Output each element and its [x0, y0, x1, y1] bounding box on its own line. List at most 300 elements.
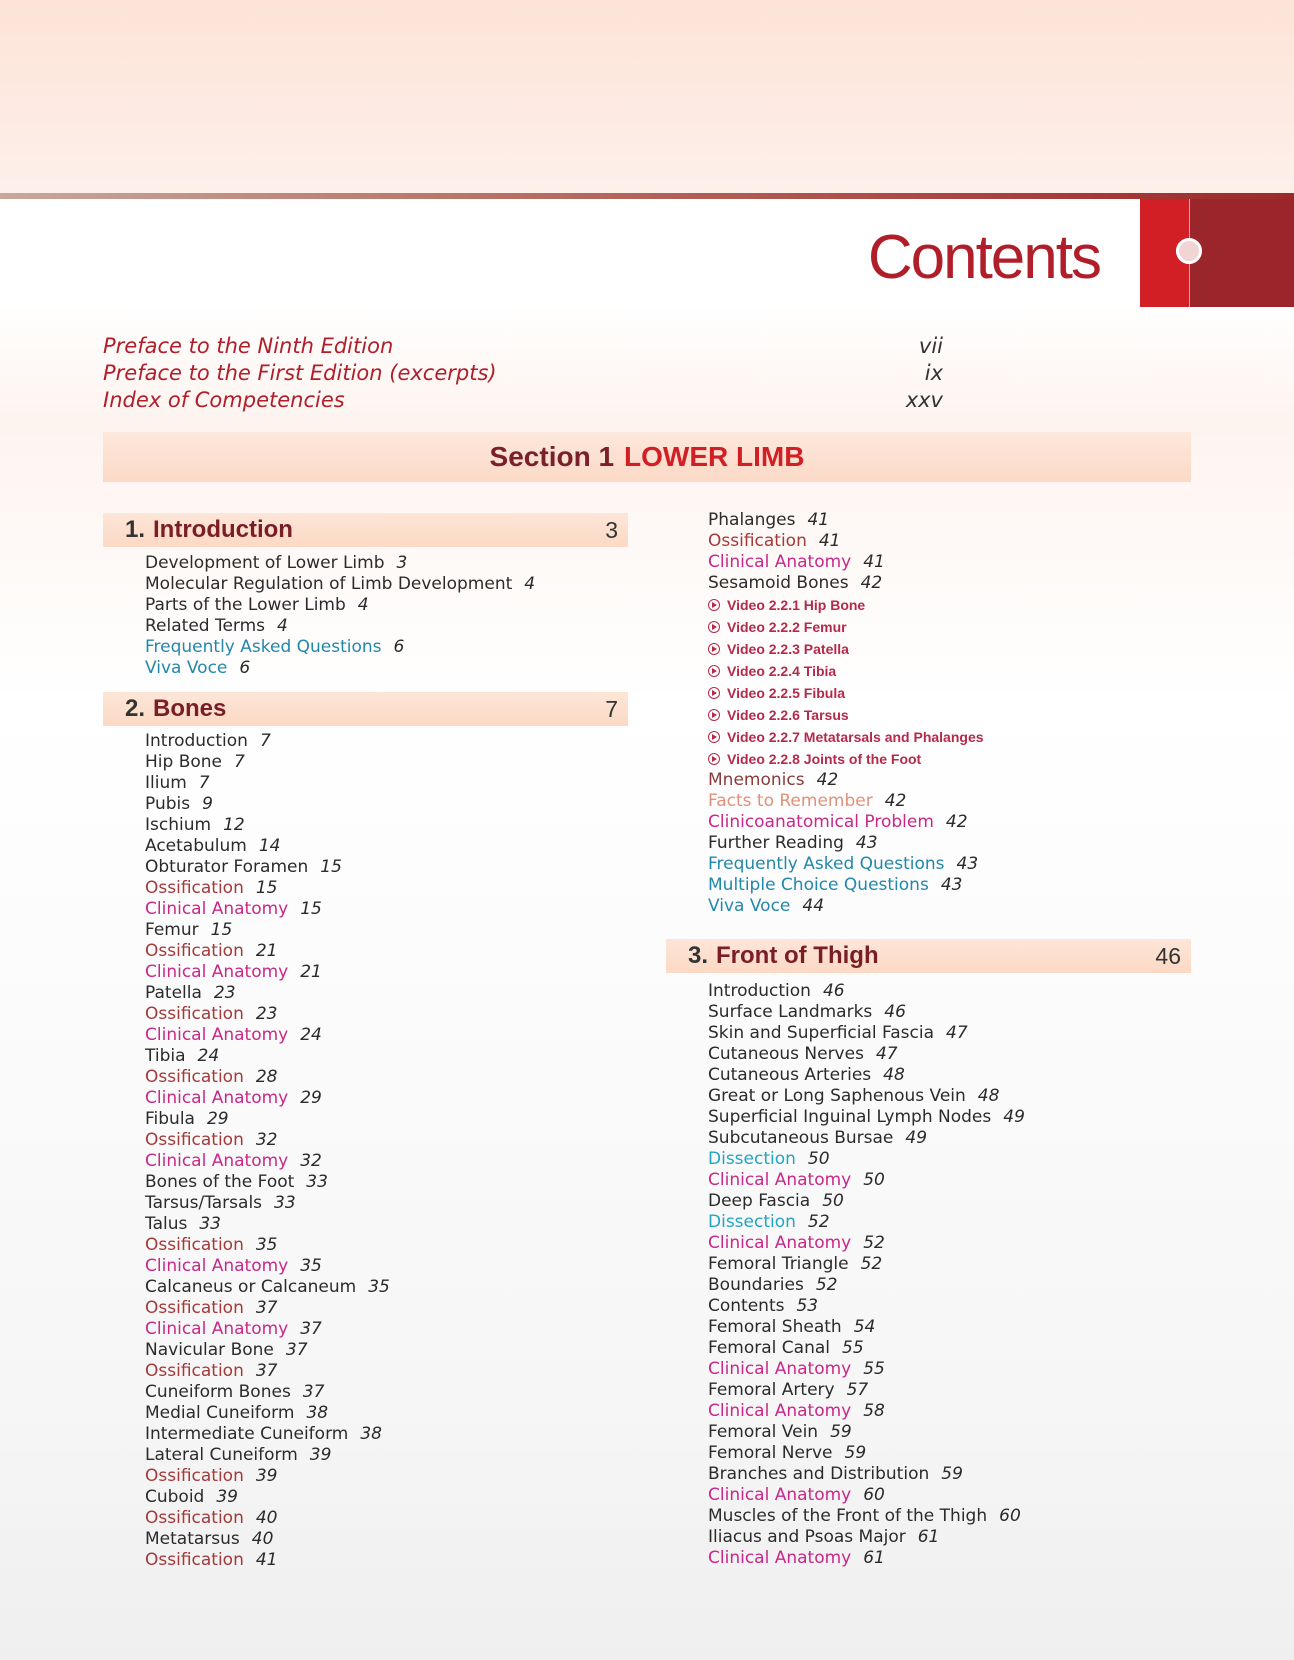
toc-entry-title: Ossification	[145, 1298, 244, 1318]
toc-entry[interactable]	[708, 552, 984, 573]
toc-entry[interactable]	[145, 878, 390, 899]
toc-entry-title: Ossification	[145, 1466, 244, 1486]
toc-entry-title: Video 2.2.8 Joints of the Foot	[727, 751, 922, 767]
toc-entry-title: Ossification	[145, 1130, 244, 1150]
toc-entry-page: 37	[302, 1382, 325, 1402]
toc-entry[interactable]	[708, 1128, 1025, 1149]
toc-entry-page: 7	[234, 752, 245, 772]
toc-entry-page: 41	[863, 552, 885, 572]
toc-entry-title: Ossification	[145, 1067, 244, 1087]
toc-entry-page: 50	[863, 1170, 885, 1190]
section-label: Section 1	[489, 441, 615, 472]
toc-entry-page: 59	[844, 1443, 867, 1463]
chapter-entries-bones	[145, 731, 390, 1571]
toc-entry-title: Clinical Anatomy	[145, 899, 289, 919]
toc-entry-title: Cuneiform Bones	[145, 1382, 291, 1402]
toc-entry-title: Introduction	[708, 981, 811, 1001]
toc-entry-page: 55	[863, 1359, 885, 1379]
toc-entry[interactable]	[145, 1487, 390, 1508]
chapter-number: 2.	[125, 695, 146, 722]
toc-entry[interactable]	[145, 1466, 390, 1487]
chapter-heading[interactable]	[103, 692, 628, 726]
toc-entry-page: 48	[883, 1065, 905, 1085]
toc-entry-title: Clinical Anatomy	[145, 1319, 289, 1339]
toc-entry[interactable]	[708, 1254, 1025, 1275]
play-icon	[708, 643, 720, 655]
front-matter-page: xxv	[905, 388, 943, 412]
toc-entry-page: 24	[197, 1046, 220, 1066]
toc-entry-page: 37	[255, 1298, 278, 1318]
video-link[interactable]	[708, 704, 984, 726]
video-link[interactable]	[708, 748, 984, 770]
toc-entry[interactable]	[145, 1298, 390, 1319]
toc-entry-title: Clinical Anatomy	[708, 1170, 852, 1190]
toc-entry[interactable]	[145, 1151, 390, 1172]
toc-entry[interactable]	[145, 1109, 390, 1130]
toc-entry-title: Clinical Anatomy	[708, 1359, 852, 1379]
toc-entry[interactable]	[708, 896, 984, 917]
toc-entry[interactable]	[708, 1527, 1025, 1548]
toc-entry-page: 39	[309, 1445, 332, 1465]
toc-entry-page: 42	[860, 573, 883, 593]
toc-entry[interactable]	[708, 1464, 1025, 1485]
toc-entry-page: 60	[999, 1506, 1021, 1526]
toc-entry-page: 41	[255, 1550, 278, 1570]
toc-entry[interactable]	[708, 1548, 1025, 1569]
toc-entry-page: 52	[807, 1212, 830, 1232]
video-link[interactable]	[708, 594, 984, 616]
toc-entry-title: Clinical Anatomy	[145, 1025, 289, 1045]
toc-entry-title: Femoral Nerve	[708, 1443, 833, 1463]
toc-entry-title: Multiple Choice Questions	[708, 875, 929, 895]
play-icon	[708, 731, 720, 743]
toc-entry[interactable]	[708, 1233, 1025, 1254]
toc-entry-title: Muscles of the Front of the Thigh	[708, 1506, 988, 1526]
toc-entry[interactable]	[145, 983, 390, 1004]
front-matter-title: Index of Competencies	[103, 388, 345, 412]
toc-entry-page: 42	[945, 812, 968, 832]
chapter-title: Front of Thigh	[716, 942, 879, 969]
toc-entry-title: Mnemonics	[708, 770, 805, 790]
toc-entry-title: Frequently Asked Questions	[145, 637, 382, 657]
toc-entry-page: 49	[905, 1128, 928, 1148]
toc-entry-page: 43	[855, 833, 878, 853]
toc-entry[interactable]	[145, 1130, 390, 1151]
toc-entry[interactable]	[145, 637, 535, 658]
toc-entry-title: Lateral Cuneiform	[145, 1445, 298, 1465]
toc-entry[interactable]	[708, 981, 1025, 1002]
toc-entry[interactable]	[145, 1046, 390, 1067]
toc-entry-title: Video 2.2.4 Tibia	[727, 663, 837, 679]
toc-entry[interactable]	[708, 1086, 1025, 1107]
toc-entry-page: 42	[816, 770, 839, 790]
toc-entry-page: 53	[796, 1296, 819, 1316]
toc-entry[interactable]	[145, 1361, 390, 1382]
toc-entry-page: 43	[940, 875, 963, 895]
toc-entry[interactable]	[708, 1023, 1025, 1044]
toc-entry-page: 50	[807, 1149, 830, 1169]
toc-entry[interactable]	[145, 815, 390, 836]
toc-entry-page: 39	[255, 1466, 278, 1486]
toc-entry-title: Boundaries	[708, 1275, 804, 1295]
toc-entry-page: 21	[300, 962, 322, 982]
toc-entry[interactable]	[708, 833, 984, 854]
toc-entry-page: 23	[255, 1004, 278, 1024]
toc-entry-title: Dissection	[708, 1149, 796, 1169]
toc-entry[interactable]	[145, 1193, 390, 1214]
toc-entry[interactable]	[145, 1277, 390, 1298]
toc-entry-page: 15	[320, 857, 342, 877]
toc-entry-page: 7	[198, 773, 210, 793]
toc-entry-title: Medial Cuneiform	[145, 1403, 295, 1423]
toc-entry-page: 21	[255, 941, 278, 961]
toc-entry-page: 61	[863, 1548, 885, 1568]
toc-entry[interactable]	[145, 857, 390, 878]
toc-entry-title: Talus	[145, 1214, 188, 1234]
chapter-page: 46	[1155, 943, 1181, 969]
toc-entry[interactable]	[145, 1214, 390, 1235]
front-matter-page: vii	[918, 334, 943, 358]
toc-entry-title: Ossification	[145, 878, 244, 898]
toc-entry-page: 59	[830, 1422, 852, 1442]
toc-entry-page: 47	[946, 1023, 968, 1043]
toc-entry-title: Molecular Regulation of Limb Development	[145, 574, 513, 594]
toc-entry-title: Skin and Superficial Fascia	[708, 1023, 935, 1043]
front-matter-title: Preface to the Ninth Edition	[103, 334, 394, 358]
toc-entry-page: 32	[300, 1151, 322, 1171]
toc-entry[interactable]	[708, 875, 984, 896]
toc-entry[interactable]	[708, 573, 984, 594]
toc-entry-title: Facts to Remember	[708, 791, 873, 811]
toc-entry[interactable]	[145, 962, 390, 983]
toc-entry[interactable]	[708, 1002, 1025, 1023]
toc-entry-page: 37	[285, 1340, 308, 1360]
toc-entry-page: 6	[239, 658, 251, 678]
toc-entry[interactable]	[708, 1485, 1025, 1506]
toc-entry-page: 35	[368, 1277, 390, 1297]
toc-entry-title: Branches and Distribution	[708, 1464, 930, 1484]
video-link[interactable]	[708, 616, 984, 638]
toc-entry-page: 24	[300, 1025, 322, 1045]
toc-entry[interactable]	[145, 1550, 390, 1571]
chapter-number: 1.	[125, 516, 146, 543]
toc-entry[interactable]	[145, 1529, 390, 1550]
toc-entry-title: Clinical Anatomy	[708, 1548, 852, 1568]
chapter-entries-bones-continued	[708, 510, 984, 917]
toc-entry-page: 35	[255, 1235, 278, 1255]
toc-entry-title: Frequently Asked Questions	[708, 854, 945, 874]
toc-entry-title: Ossification	[145, 1550, 244, 1570]
toc-entry[interactable]	[145, 1508, 390, 1529]
toc-entry-title: Intermediate Cuneiform	[145, 1424, 349, 1444]
toc-entry-title: Great or Long Saphenous Vein	[708, 1086, 966, 1106]
toc-entry[interactable]	[145, 595, 535, 616]
toc-entry-page: 28	[255, 1067, 278, 1087]
toc-entry-title: Sesamoid Bones	[708, 573, 849, 593]
toc-entry-page: 9	[202, 794, 213, 814]
toc-entry-title: Ossification	[708, 531, 807, 551]
toc-entry-title: Video 2.2.6 Tarsus	[727, 707, 849, 723]
toc-entry-page: 39	[216, 1487, 238, 1507]
toc-entry-title: Femoral Triangle	[708, 1254, 849, 1274]
toc-entry-title: Ossification	[145, 1361, 244, 1381]
toc-entry-title: Ossification	[145, 1004, 244, 1024]
toc-entry[interactable]	[708, 1338, 1025, 1359]
toc-entry-page: 46	[884, 1002, 906, 1022]
toc-entry[interactable]	[708, 1359, 1025, 1380]
toc-entry-page: 35	[300, 1256, 322, 1276]
toc-entry[interactable]	[708, 1149, 1025, 1170]
toc-entry[interactable]	[145, 920, 390, 941]
front-matter-page: ix	[924, 361, 943, 385]
toc-entry-title: Pubis	[145, 794, 191, 814]
toc-entry-title: Dissection	[708, 1212, 796, 1232]
toc-entry-page: 15	[255, 878, 278, 898]
toc-entry-title: Femoral Vein	[708, 1422, 819, 1442]
toc-entry-title: Video 2.2.1 Hip Bone	[727, 597, 866, 613]
toc-entry-title: Video 2.2.7 Metatarsals and Phalanges	[727, 729, 984, 745]
toc-entry-title: Viva Voce	[708, 896, 791, 916]
toc-entry-title: Superficial Inguinal Lymph Nodes	[708, 1107, 992, 1127]
toc-entry-page: 32	[255, 1130, 278, 1150]
chapter-page: 3	[605, 517, 618, 543]
chapter-entries-front-of-thigh	[708, 981, 1025, 1569]
toc-entry-page: 12	[223, 815, 245, 835]
toc-entry-page: 52	[863, 1233, 885, 1253]
toc-entry[interactable]	[145, 731, 390, 752]
toc-entry[interactable]	[145, 1025, 390, 1046]
toc-entry-title: Video 2.2.2 Femur	[727, 619, 847, 635]
toc-entry[interactable]	[145, 553, 535, 574]
toc-entry-title: Contents	[708, 1296, 785, 1316]
toc-entry[interactable]	[145, 616, 535, 637]
front-matter-title: Preface to the First Edition (excerpts)	[103, 361, 497, 385]
toc-entry-title: Clinical Anatomy	[708, 552, 852, 572]
toc-entry[interactable]	[145, 794, 390, 815]
toc-entry-title: Cuboid	[145, 1487, 205, 1507]
toc-entry-title: Hip Bone	[145, 752, 222, 772]
toc-entry-page: 58	[863, 1401, 885, 1421]
toc-entry-title: Introduction	[145, 731, 248, 751]
toc-entry-page: 49	[1003, 1107, 1025, 1127]
toc-entry[interactable]	[145, 1172, 390, 1193]
toc-entry[interactable]	[708, 531, 984, 552]
toc-entry-title: Cutaneous Nerves	[708, 1044, 864, 1064]
toc-entry-title: Clinicoanatomical Problem	[708, 812, 934, 832]
toc-entry-title: Tarsus/Tarsals	[145, 1193, 263, 1213]
chapter-entries-introduction	[145, 553, 535, 679]
toc-entry[interactable]	[145, 1382, 390, 1403]
toc-entry-page: 42	[884, 791, 907, 811]
toc-entry-title: Clinical Anatomy	[145, 962, 289, 982]
toc-entry[interactable]	[145, 1235, 390, 1256]
toc-entry-title: Bones of the Foot	[145, 1172, 295, 1192]
toc-entry-page: 37	[255, 1361, 278, 1381]
section-name: LOWER LIMB	[624, 441, 805, 472]
chapter-page: 7	[605, 696, 618, 722]
toc-entry[interactable]	[145, 1067, 390, 1088]
toc-entry-page: 47	[875, 1044, 898, 1064]
toc-entry-title: Deep Fascia	[708, 1191, 811, 1211]
toc-entry-title: Metatarsus	[145, 1529, 240, 1549]
toc-entry-page: 29	[206, 1109, 229, 1129]
toc-entry-title: Development of Lower Limb	[145, 553, 385, 573]
chapter-heading[interactable]	[666, 939, 1191, 973]
toc-entry[interactable]	[708, 770, 984, 791]
play-icon	[708, 709, 720, 721]
toc-entry-page: 15	[300, 899, 322, 919]
toc-entry-title: Phalanges	[708, 510, 796, 530]
toc-entry[interactable]	[145, 1004, 390, 1025]
toc-entry-title: Surface Landmarks	[708, 1002, 873, 1022]
toc-entry-title: Parts of the Lower Limb	[145, 595, 346, 615]
toc-entry-page: 61	[917, 1527, 940, 1547]
toc-entry[interactable]	[145, 1319, 390, 1340]
toc-entry-page: 52	[860, 1254, 883, 1274]
toc-entry[interactable]	[708, 812, 984, 833]
toc-entry-page: 59	[941, 1464, 963, 1484]
toc-entry[interactable]	[708, 1317, 1025, 1338]
toc-entry-page: 15	[210, 920, 233, 940]
toc-entry-title: Tibia	[145, 1046, 186, 1066]
toc-entry[interactable]	[145, 1340, 390, 1361]
toc-entry[interactable]	[708, 1380, 1025, 1401]
circle-icon	[1176, 238, 1202, 264]
toc-entry-title: Acetabulum	[145, 836, 247, 856]
toc-entry-title: Ilium	[145, 773, 187, 793]
toc-entry-title: Clinical Anatomy	[145, 1151, 289, 1171]
toc-entry[interactable]	[708, 1044, 1025, 1065]
toc-entry-page: 57	[846, 1380, 869, 1400]
chapter-number: 3.	[688, 942, 709, 969]
toc-entry[interactable]	[708, 1191, 1025, 1212]
toc-entry-title: Ossification	[145, 1235, 244, 1255]
toc-entry-page: 33	[199, 1214, 221, 1234]
toc-entry-page: 41	[807, 510, 830, 530]
toc-entry-page: 38	[306, 1403, 329, 1423]
toc-entry-title: Ischium	[145, 815, 212, 835]
toc-entry-page: 38	[360, 1424, 382, 1444]
page-title: Contents	[867, 223, 1100, 292]
toc-entry-title: Clinical Anatomy	[145, 1088, 289, 1108]
toc-entry[interactable]	[145, 773, 390, 794]
toc-entry-page: 23	[213, 983, 236, 1003]
toc-entry[interactable]	[708, 1422, 1025, 1443]
toc-entry-page: 4	[277, 616, 288, 636]
video-link[interactable]	[708, 660, 984, 682]
play-icon	[708, 687, 720, 699]
toc-entry[interactable]	[708, 854, 984, 875]
toc-entry-page: 46	[822, 981, 845, 1001]
toc-entry-page: 33	[306, 1172, 328, 1192]
chapter-title: Introduction	[153, 516, 293, 543]
toc-entry[interactable]	[708, 1401, 1025, 1422]
toc-entry-page: 41	[818, 531, 841, 551]
toc-entry-page: 52	[815, 1275, 838, 1295]
toc-entry[interactable]	[708, 1107, 1025, 1128]
toc-entry-title: Femoral Artery	[708, 1380, 835, 1400]
video-link[interactable]	[708, 682, 984, 704]
toc-entry-page: 37	[300, 1319, 322, 1339]
toc-entry-page: 29	[300, 1088, 322, 1108]
toc-entry-title: Video 2.2.3 Patella	[727, 641, 849, 657]
toc-entry-page: 44	[802, 896, 825, 916]
toc-entry-title: Cutaneous Arteries	[708, 1065, 872, 1085]
chapter-heading[interactable]	[103, 513, 628, 547]
toc-entry-title: Subcutaneous Bursae	[708, 1128, 894, 1148]
play-icon	[708, 599, 720, 611]
toc-entry-page: 4	[524, 574, 536, 594]
toc-entry[interactable]	[708, 1170, 1025, 1191]
toc-entry-page: 60	[863, 1485, 885, 1505]
toc-entry[interactable]	[145, 899, 390, 920]
play-icon	[708, 621, 720, 633]
toc-entry-page: 4	[357, 595, 369, 615]
toc-entry-title: Calcaneus or Calcaneum	[145, 1277, 357, 1297]
toc-entry-title: Ossification	[145, 941, 244, 961]
toc-entry-title: Viva Voce	[145, 658, 228, 678]
toc-entry[interactable]	[145, 752, 390, 773]
toc-entry-title: Further Reading	[708, 833, 844, 853]
toc-entry[interactable]	[708, 1506, 1025, 1527]
toc-entry-page: 40	[255, 1508, 278, 1528]
toc-entry[interactable]	[708, 791, 984, 812]
toc-entry-title: Clinical Anatomy	[708, 1485, 852, 1505]
toc-entry[interactable]	[145, 836, 390, 857]
toc-entry-title: Iliacus and Psoas Major	[708, 1527, 906, 1547]
toc-entry[interactable]	[708, 1275, 1025, 1296]
toc-entry[interactable]	[708, 1296, 1025, 1317]
video-link[interactable]	[708, 726, 984, 748]
chapter-title: Bones	[153, 695, 227, 722]
toc-entry[interactable]	[145, 941, 390, 962]
toc-entry-title: Femoral Canal	[708, 1338, 831, 1358]
play-icon	[708, 665, 720, 677]
toc-entry-page: 3	[396, 553, 408, 573]
toc-entry-page: 40	[251, 1529, 274, 1549]
toc-entry[interactable]	[145, 1445, 390, 1466]
toc-entry-title: Fibula	[145, 1109, 195, 1129]
toc-entry-title: Femoral Sheath	[708, 1317, 842, 1337]
toc-entry[interactable]	[145, 1256, 390, 1277]
toc-entry-title: Clinical Anatomy	[708, 1401, 852, 1421]
toc-entry[interactable]	[708, 510, 984, 531]
toc-entry-page: 33	[274, 1193, 296, 1213]
toc-entry-title: Navicular Bone	[145, 1340, 274, 1360]
toc-entry-title: Obturator Foramen	[145, 857, 309, 877]
section-heading	[103, 432, 1191, 482]
toc-entry[interactable]	[145, 658, 535, 679]
toc-entry[interactable]	[145, 1088, 390, 1109]
toc-entry-title: Related Terms	[145, 616, 266, 636]
toc-entry[interactable]	[708, 1443, 1025, 1464]
toc-entry-page: 14	[258, 836, 281, 856]
toc-entry-page: 6	[393, 637, 405, 657]
toc-entry-title: Femur	[145, 920, 199, 940]
play-icon	[708, 753, 720, 765]
toc-entry-title: Video 2.2.5 Fibula	[727, 685, 846, 701]
toc-entry-page: 7	[259, 731, 271, 751]
toc-entry-page: 55	[842, 1338, 864, 1358]
video-link[interactable]	[708, 638, 984, 660]
toc-entry[interactable]	[145, 574, 535, 595]
header-tab-dark	[1190, 199, 1294, 307]
toc-entry[interactable]	[708, 1065, 1025, 1086]
toc-entry[interactable]	[145, 1403, 390, 1424]
toc-entry-title: Patella	[145, 983, 202, 1003]
toc-entry[interactable]	[145, 1424, 390, 1445]
toc-entry[interactable]	[708, 1212, 1025, 1233]
